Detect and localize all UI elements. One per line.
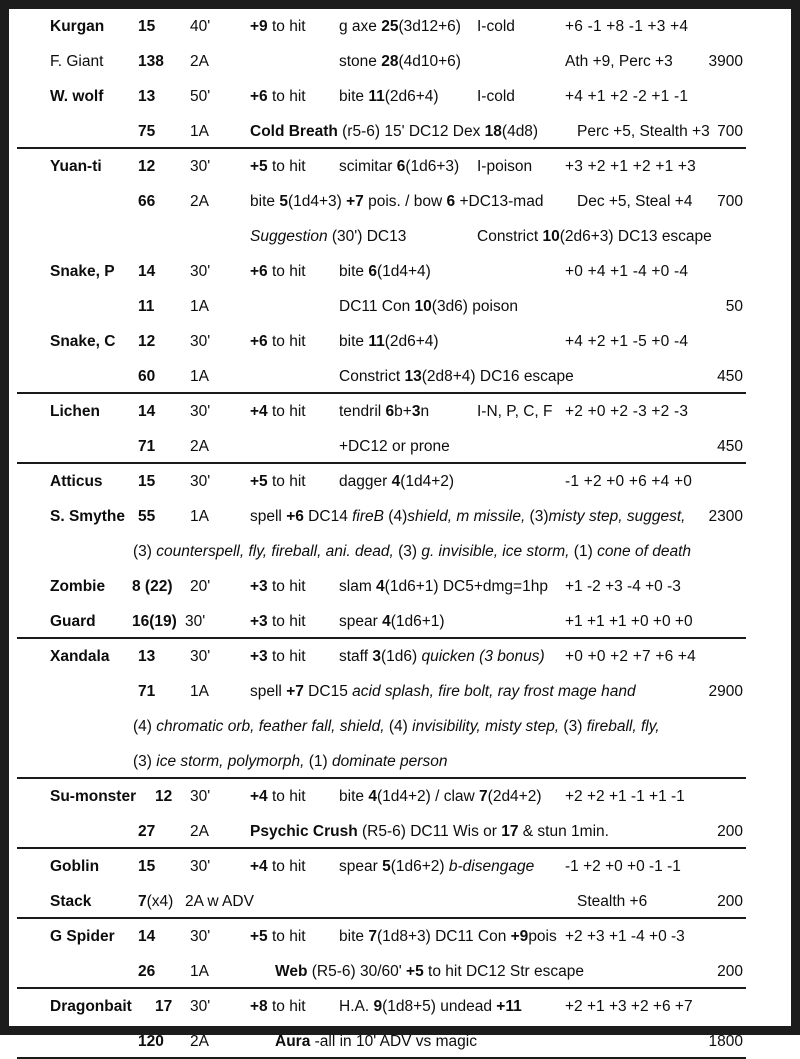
speed: 30'	[190, 858, 211, 875]
table-row	[9, 639, 791, 674]
immunity: I-cold	[477, 88, 515, 105]
attack-bonus: +4 to hit	[250, 403, 306, 420]
spell-line: spell +6 DC14 fireB (4)shield, m missile, (3)misty step, suggest,	[250, 508, 686, 525]
attack-bonus: +9 to hit	[250, 18, 306, 35]
attack-bonus: +5 to hit	[250, 473, 306, 490]
attack-bonus: +8 to hit	[250, 998, 306, 1015]
xp-value: 2900	[708, 683, 743, 700]
attack-line: tendril 6b+3n	[339, 403, 430, 420]
table-row	[9, 1024, 791, 1059]
attack-line: scimitar 6(1d6+3)	[339, 158, 460, 175]
actions: 2A	[190, 1033, 209, 1050]
special-ability: Web (R5-6) 30/60' +5 to hit DC12 Str escape	[275, 963, 584, 980]
attack-line: DC11 Con 10(3d6) poison	[339, 298, 518, 315]
attack-line: bite 11(2d6+4)	[339, 333, 439, 350]
speed: 30'	[190, 333, 211, 350]
armor-class: 8 (22)	[132, 578, 173, 595]
skills: Stealth +6	[577, 893, 648, 910]
attack-line: +DC12 or prone	[339, 438, 450, 455]
attack-bonus: +6 to hit	[250, 333, 306, 350]
attack-line: bite 11(2d6+4)	[339, 88, 439, 105]
actions: 1A	[190, 368, 209, 385]
attack-bonus: +4 to hit	[250, 858, 306, 875]
creature-name: Snake, C	[50, 333, 116, 350]
table-row	[9, 394, 791, 429]
table-row	[9, 289, 791, 324]
xp-value: 50	[725, 298, 743, 315]
attack-bonus: +4 to hit	[250, 788, 306, 805]
entry-zombie	[9, 569, 791, 604]
entry-kurgan	[9, 9, 791, 79]
armor-class: 14	[138, 403, 156, 420]
entry-xandala	[9, 639, 791, 779]
table-row	[9, 779, 791, 814]
entry-yuan-ti	[9, 149, 791, 254]
creature-name: Snake, P	[50, 263, 115, 280]
actions: 2A	[190, 193, 209, 210]
creature-name: Atticus	[50, 473, 103, 490]
speed: 50'	[190, 88, 211, 105]
xp-value: 450	[717, 368, 743, 385]
table-row	[9, 709, 791, 744]
actions: 1A	[190, 508, 209, 525]
speed: 30'	[190, 788, 211, 805]
table-row	[9, 534, 791, 569]
actions: 1A	[190, 298, 209, 315]
armor-class: 16(19)	[132, 613, 177, 630]
spell-list-continued: (4) chromatic orb, feather fall, shield, (4) invisibility, misty step, (3) fireball, fly,	[133, 718, 660, 735]
armor-class: 13	[138, 648, 156, 665]
hit-points: 60	[138, 368, 156, 385]
spell-list-continued: (3) counterspell, fly, fireball, ani. dead, (3) g. invisible, ice storm, (1) cone of death	[133, 543, 692, 560]
ability-modifiers: +2 +3 +1 -4 +0 -3	[565, 928, 685, 945]
attack-line: staff 3(1d6) quicken (3 bonus)	[339, 648, 545, 665]
speed: 40'	[190, 18, 211, 35]
immunity: I-cold	[477, 18, 515, 35]
armor-class: 12	[138, 333, 156, 350]
skills: Dec +5, Steal +4	[577, 193, 693, 210]
table-row	[9, 884, 791, 919]
entry-guard	[9, 604, 791, 639]
xp-value: 700	[717, 123, 743, 140]
speed: 30'	[190, 998, 211, 1015]
speed: 30'	[190, 263, 211, 280]
table-row	[9, 814, 791, 849]
entry-goblin	[9, 849, 791, 884]
entry-winter-wolf	[9, 79, 791, 149]
hit-points: 11	[138, 298, 155, 315]
table-row	[9, 989, 791, 1024]
actions: 2A w ADV	[185, 893, 254, 910]
hit-points: 138	[138, 53, 164, 70]
ability-modifiers: +2 +1 +3 +2 +6 +7	[565, 998, 693, 1015]
entry-dragonbait	[9, 989, 791, 1059]
creature-name: Dragonbait	[50, 998, 132, 1015]
creature-name: Yuan-ti	[50, 158, 102, 175]
table-row	[9, 219, 791, 254]
spell-list-continued: (3) ice storm, polymorph, (1) dominate person	[133, 753, 448, 770]
immunity: I-N, P, C, F	[477, 403, 553, 420]
table-row	[9, 359, 791, 394]
entry-giant-spider	[9, 919, 791, 989]
table-row	[9, 114, 791, 149]
creature-name: Kurgan	[50, 18, 105, 35]
table-row	[9, 569, 791, 604]
ability-modifiers: +2 +2 +1 -1 +1 -1	[565, 788, 685, 805]
actions: 1A	[190, 963, 209, 980]
table-row	[9, 464, 791, 499]
attack-line: stone 28(4d10+6)	[339, 53, 461, 70]
armor-class: 14	[138, 928, 156, 945]
creature-name: Xandala	[50, 648, 110, 665]
special-ability: Suggestion (30') DC13	[250, 228, 407, 245]
creature-name: G Spider	[50, 928, 115, 945]
table-row	[9, 9, 791, 44]
entry-snake-constrictor	[9, 324, 791, 394]
attack-bonus: +3 to hit	[250, 648, 306, 665]
xp-value: 450	[717, 438, 743, 455]
attack-bonus: +3 to hit	[250, 613, 306, 630]
table-row	[9, 744, 791, 779]
table-row	[9, 499, 791, 534]
spell-line: spell +7 DC15 acid splash, fire bolt, ray frost mage hand	[250, 683, 636, 700]
ability-modifiers: +0 +4 +1 -4 +0 -4	[565, 263, 689, 280]
entry-snake-poison	[9, 254, 791, 324]
speed: 30'	[190, 158, 211, 175]
speed: 20'	[190, 578, 211, 595]
ability-modifiers: -1 +2 +0 +0 -1 -1	[565, 858, 681, 875]
skills: Ath +9, Perc +3	[565, 53, 673, 70]
xp-value: 200	[717, 963, 743, 980]
attack-bonus: +6 to hit	[250, 88, 306, 105]
actions: 1A	[190, 123, 209, 140]
hit-points: 71	[138, 683, 156, 700]
attack-line: bite 6(1d4+4)	[339, 263, 431, 280]
hit-points: 120	[138, 1033, 164, 1050]
table-row	[9, 44, 791, 79]
ability-modifiers: -1 +2 +0 +6 +4 +0	[565, 473, 693, 490]
armor-class: 13	[138, 88, 156, 105]
creature-name: Goblin	[50, 858, 100, 875]
creature-name: F. Giant	[50, 53, 104, 70]
creature-name: Lichen	[50, 403, 100, 420]
actions: 2A	[190, 438, 209, 455]
special-ability: Cold Breath (r5-6) 15' DC12 Dex 18(4d8)	[250, 123, 539, 140]
table-row	[9, 849, 791, 884]
creature-name: Zombie	[50, 578, 106, 595]
xp-value: 2300	[708, 508, 743, 525]
speed: 30'	[190, 928, 211, 945]
ability-modifiers: +4 +1 +2 -2 +1 -1	[565, 88, 689, 105]
hit-points: 75	[138, 123, 156, 140]
ability-modifiers: +0 +0 +2 +7 +6 +4	[565, 648, 696, 665]
attack-line: spear 5(1d6+2) b-disengage	[339, 858, 535, 875]
hit-points: 55	[138, 508, 156, 525]
attack-bonus: +6 to hit	[250, 263, 306, 280]
xp-value: 700	[717, 193, 743, 210]
table-row	[9, 674, 791, 709]
hit-points: 71	[138, 438, 156, 455]
speed: 30'	[190, 403, 211, 420]
immunity: I-poison	[477, 158, 533, 175]
creature-name: S. Smythe	[50, 508, 125, 525]
hit-points: 27	[138, 823, 156, 840]
armor-class: 14	[138, 263, 156, 280]
table-row	[9, 604, 791, 639]
creature-name: Su-monster	[50, 788, 137, 805]
armor-class: 15	[138, 473, 156, 490]
hit-points: 66	[138, 193, 156, 210]
attack-line: Constrict 13(2d8+4) DC16 escape	[339, 368, 574, 385]
special-ability: Psychic Crush (R5-6) DC11 Wis or 17 & stun 1min.	[250, 823, 609, 840]
attack-bonus: +3 to hit	[250, 578, 306, 595]
ability-modifiers: +3 +2 +1 +2 +1 +3	[565, 158, 696, 175]
xp-value: 200	[717, 823, 743, 840]
creature-name: W. wolf	[50, 88, 104, 105]
stack-count: 7(x4)	[138, 893, 174, 910]
xp-value: 1800	[708, 1033, 743, 1050]
xp-value: 3900	[708, 53, 743, 70]
actions: 2A	[190, 823, 209, 840]
entry-su-monster	[9, 779, 791, 849]
special-ability: Aura -all in 10' ADV vs magic	[275, 1033, 477, 1050]
table-row	[9, 254, 791, 289]
entry-atticus-smythe	[9, 464, 791, 569]
attack-bonus: +5 to hit	[250, 928, 306, 945]
armor-class: 17	[155, 998, 173, 1015]
ability-modifiers: +2 +0 +2 -3 +2 -3	[565, 403, 689, 420]
actions: 2A	[190, 53, 209, 70]
ability-modifiers: +1 +1 +1 +0 +0 +0	[565, 613, 693, 630]
ability-modifiers: +6 -1 +8 -1 +3 +4	[565, 18, 689, 35]
attack-line: bite 7(1d8+3) DC11 Con +9pois	[339, 928, 557, 945]
actions: 1A	[190, 683, 209, 700]
armor-class: 12	[155, 788, 173, 805]
table-row	[9, 184, 791, 219]
speed: 30'	[190, 473, 211, 490]
attack-line: dagger 4(1d4+2)	[339, 473, 455, 490]
ability-modifiers: +1 -2 +3 -4 +0 -3	[565, 578, 681, 595]
hit-points: 26	[138, 963, 156, 980]
attack-line: bite 5(1d4+3) +7 pois. / bow 6 +DC13-mad	[250, 193, 544, 210]
table-row	[9, 919, 791, 954]
entry-goblin-stack	[9, 884, 791, 919]
table-row	[9, 954, 791, 989]
skills: Perc +5, Stealth +3	[577, 123, 710, 140]
creature-name: Guard	[50, 613, 96, 630]
table-row	[9, 79, 791, 114]
special-ability-2: Constrict 10(2d6+3) DC13 escape	[477, 228, 712, 245]
entry-lichen	[9, 394, 791, 464]
armor-class: 15	[138, 858, 156, 875]
table-row	[9, 149, 791, 184]
stat-sheet-body	[9, 9, 791, 1050]
speed: 30'	[190, 648, 211, 665]
attack-line: g axe 25(3d12+6)	[339, 18, 461, 35]
ability-modifiers: +4 +2 +1 -5 +0 -4	[565, 333, 689, 350]
attack-bonus: +5 to hit	[250, 158, 306, 175]
armor-class: 15	[138, 18, 156, 35]
creature-name: Stack	[50, 893, 92, 910]
attack-line: slam 4(1d6+1) DC5+dmg=1hp	[339, 578, 548, 595]
attack-line: spear 4(1d6+1)	[339, 613, 445, 630]
speed: 30'	[185, 613, 206, 630]
attack-line: H.A. 9(1d8+5) undead +11	[339, 998, 522, 1015]
table-row	[9, 429, 791, 464]
xp-value: 200	[717, 893, 743, 910]
attack-line: bite 4(1d4+2) / claw 7(2d4+2)	[339, 788, 542, 805]
armor-class: 12	[138, 158, 156, 175]
table-row	[9, 324, 791, 359]
